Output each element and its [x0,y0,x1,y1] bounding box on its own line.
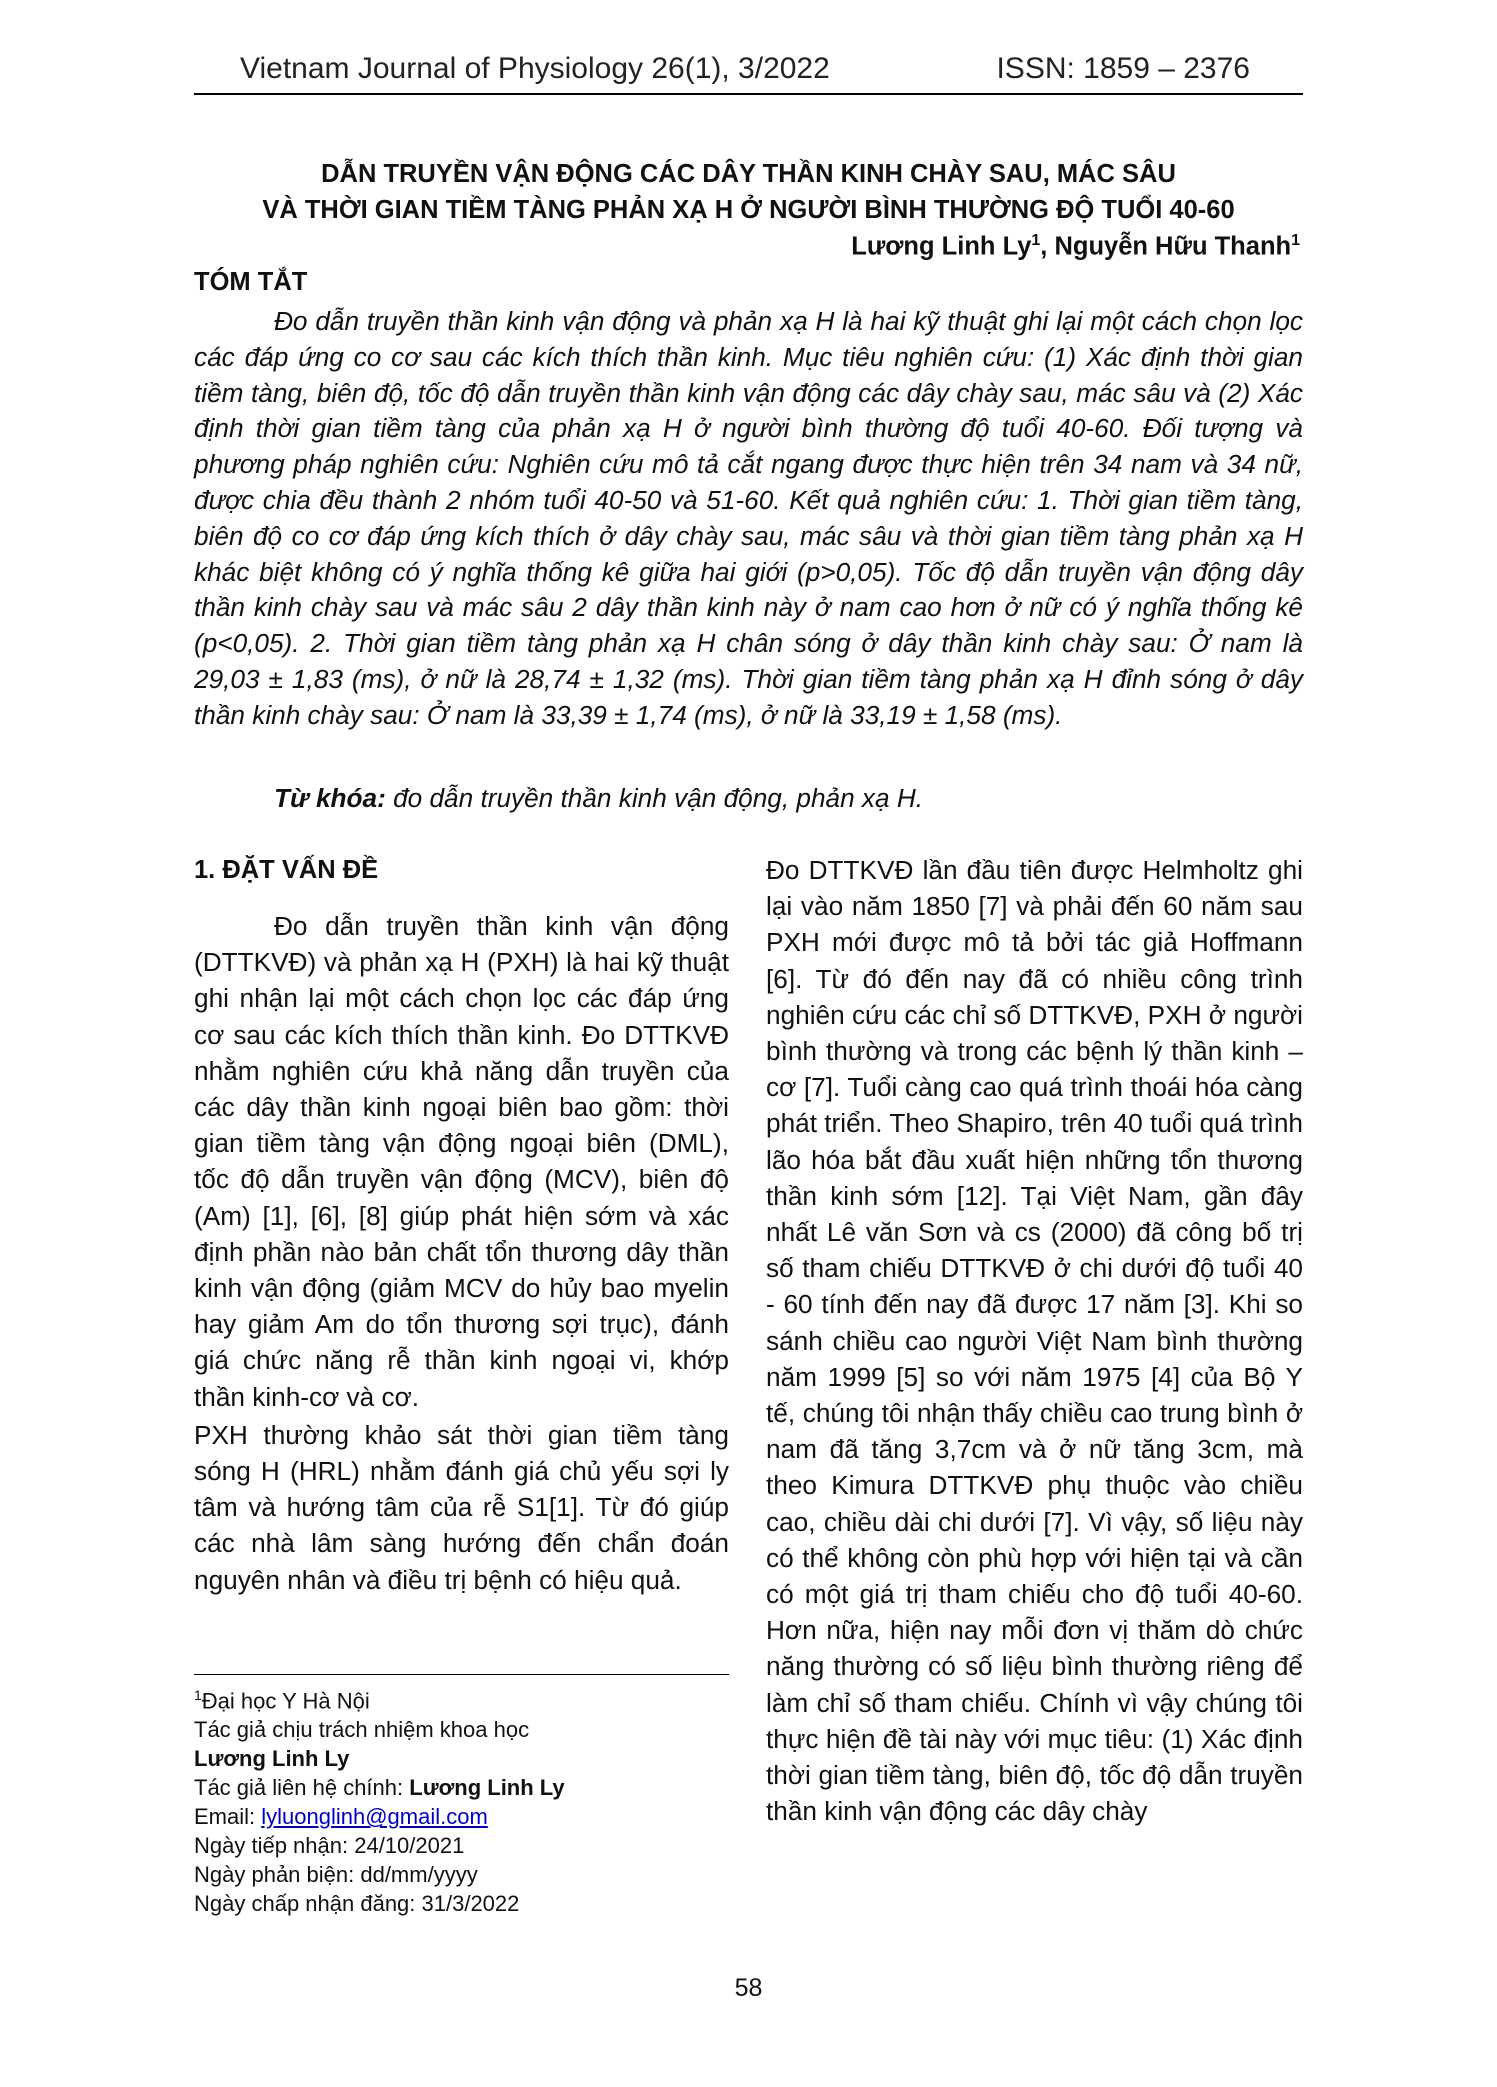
footnote-rule [194,1674,729,1675]
body-paragraph: PXH thường khảo sát thời gian tiềm tàng sóng H (HRL) nhằm đánh giá chủ yếu sợi ly tâm và hướng tâm của rễ S1[1]. Từ đó giúp các nhà lâm sàng hướng đến chẩn đoán nguyên nhân và điều trị bệnh có hiệu quả. [194,1419,729,1595]
footnote-responsible-label: Tác giả chịu trách nhiệm khoa học [194,1717,530,1743]
page-number: 58 [734,1974,763,2002]
keywords [274,783,923,814]
author-separator: , [1040,232,1055,261]
keywords-text: đo dẫn truyền thần kinh vận động, phản xạ H. [385,783,924,813]
author-name: Nguyễn Hữu Thanh [1054,232,1292,261]
author-affiliation-mark: 1 [1291,232,1300,249]
footnote-responsible-name [194,1744,729,1773]
footnote-received: Ngày tiếp nhận: 24/10/2021 [194,1833,465,1859]
footnote-reviewed: Ngày phản biện: dd/mm/yyyy [194,1862,478,1888]
footnote-email [194,1802,729,1831]
footnote-contact [194,1773,729,1802]
footnote-accepted: Ngày chấp nhận đăng: 31/3/2022 [194,1891,520,1917]
author-list [851,232,1300,262]
contact-name: Lương Linh Ly [409,1775,565,1801]
author-name: Lương Linh Ly [851,232,1032,261]
keywords-label: Từ khóa: [274,783,386,813]
title-line-1: DẪN TRUYỀN VẬN ĐỘNG CÁC DÂY THẦN KINH CHÀY SAU, MÁC SÂU [321,160,1176,188]
author-affiliation-mark: 1 [1031,232,1041,249]
right-column [766,852,1303,1829]
email-label: Email: [194,1804,262,1830]
section-heading: 1. ĐẶT VẤN ĐỀ [194,856,379,884]
title-line-2: VÀ THỜI GIAN TIỀM TÀNG PHẢN XẠ H Ở NGƯỜI BÌNH THƯỜNG ĐỘ TUỔI 40-60 [262,196,1235,224]
left-column [194,852,729,1598]
contact-label: Tác giả liên hệ chính: [194,1775,410,1801]
body-paragraph: Đo DTTKVĐ lần đầu tiên được Helmholtz ghi lại vào năm 1850 [7] và phải đến 60 năm sau PXH mới được mô tả bởi tác giả Hoffmann [6]. Từ đó đến nay đã có nhiều công trình nghiên cứu các chỉ số DTTKVĐ, PXH ở người bình thường và trong các bệnh lý thần kinh – cơ [7]. Tuổi càng cao quá trình thoái hóa càng phát triển. Theo Shapiro, trên 40 tuổi quá trình lão hóa bắt đầu xuất hiện những tổn thương thần kinh sớm [12]. Tại Việt Nam, gần đây nhất Lê văn Sơn và cs (2000) đã công bố trị số tham chiếu DTTKVĐ ở chi dưới độ tuổi 40 - 60 tính đến nay đã được 17 năm [3]. Khi so sánh chiều cao người Việt Nam bình thường năm 1999 [5] so với năm 1975 [4] của Bộ Y tế, chúng tôi nhận thấy chiều cao trung bình ở nam đã tăng 3,7cm và ở nữ tăng 3cm, mà theo Kimura DTTKVĐ phụ thuộc vào chiều cao, chiều dài chi dưới [7]. Vì vậy, số liệu này có thể không còn phù hợp với hiện tại và cần có một giá trị tham chiếu cho độ tuổi 40-60. Hơn nữa, hiện nay mỗi đơn vị thăm dò chức năng thường có số liệu bình thường riêng để làm chỉ số tham chiếu. Chính vì vậy chúng tôi thực hiện đề tài này với mục tiêu: (1) Xác định thời gian tiềm tàng, biên độ, tốc độ dẫn truyền thần kinh vận động các dây chày [766,855,1303,1827]
journal-name: Vietnam Journal of Physiology 26(1), 3/2022 [240,52,830,85]
body-paragraph: Đo dẫn truyền thần kinh vận động (DTTKVĐ) và phản xạ H (PXH) là hai kỹ thuật ghi nhận lại một cách chọn lọc các đáp ứng cơ sau các kích thích thần kinh. Đo DTTKVĐ nhằm nghiên cứu khả năng dẫn truyền của các dây thần kinh ngoại biên bao gồm: thời gian tiềm tàng vận động ngoại biên (DML), tốc độ dẫn truyền vận động (MCV), biên độ (Am) [1], [6], [8] giúp phát hiện sớm và xác định phần nào bản chất tổn thương dây thần kinh vận động (giảm MCV do hủy bao myelin hay giảm Am do tổn thương sợi trục), đánh giá chức năng rễ thần kinh ngoại vi, khớp thần kinh-cơ và cơ. [194,911,729,1412]
footnote-affiliation [194,1681,729,1715]
abstract-heading: TÓM TẮT [194,268,308,296]
affiliation-mark: 1 [194,1687,202,1703]
affiliation-text: Đại học Y Hà Nội [201,1688,370,1714]
abstract-text: Đo dẫn truyền thần kinh vận động và phản xạ H là hai kỹ thuật ghi lại một cách chọn lọc các đáp ứng co cơ sau các kích thích thần kinh. Mục tiêu nghiên cứu: (1) Xác định thời gian tiềm tàng, biên độ, tốc độ dẫn truyền thần kinh vận động các dây chày sau, mác sâu và (2) Xác định thời gian tiềm tàng của phản xạ H ở người bình thường độ tuổi 40-60. Đối tượng và phương pháp nghiên cứu: Nghiên cứu mô tả cắt ngang được thực hiện trên 34 nam và 34 nữ, được chia đều thành 2 nhóm tuổi 40-50 và 51-60. Kết quả nghiên cứu: 1. Thời gian tiềm tàng, biên độ co cơ đáp ứng kích thích ở dây chày sau, mác sâu và thời gian tiềm tàng phản xạ H khác biệt không có ý nghĩa thống kê giữa hai giới (p>0,05). Tốc độ dẫn truyền vận động dây thần kinh chày sau và mác sâu 2 dây thần kinh này ở nam cao hơn ở nữ có ý nghĩa thống kê (p<0,05). 2. Thời gian tiềm tàng phản xạ H chân sóng ở dây thần kinh chày sau: Ở nam là 29,03 ± 1,83 (ms), ở nữ là 28,74 ± 1,32 (ms). Thời gian tiềm tàng phản xạ H đỉnh sóng ở dây thần kinh chày sau: Ở nam là 33,39 ± 1,74 (ms), ở nữ là 33,19 ± 1,58 (ms). [194,306,1303,730]
email-link[interactable]: lyluonglinh@gmail.com [261,1804,488,1830]
issn: ISSN: 1859 – 2376 [996,52,1250,85]
paper-title [194,156,1303,228]
responsible-name: Lương Linh Ly [194,1746,350,1772]
header-rule [194,93,1303,95]
footnotes [194,1681,729,1918]
